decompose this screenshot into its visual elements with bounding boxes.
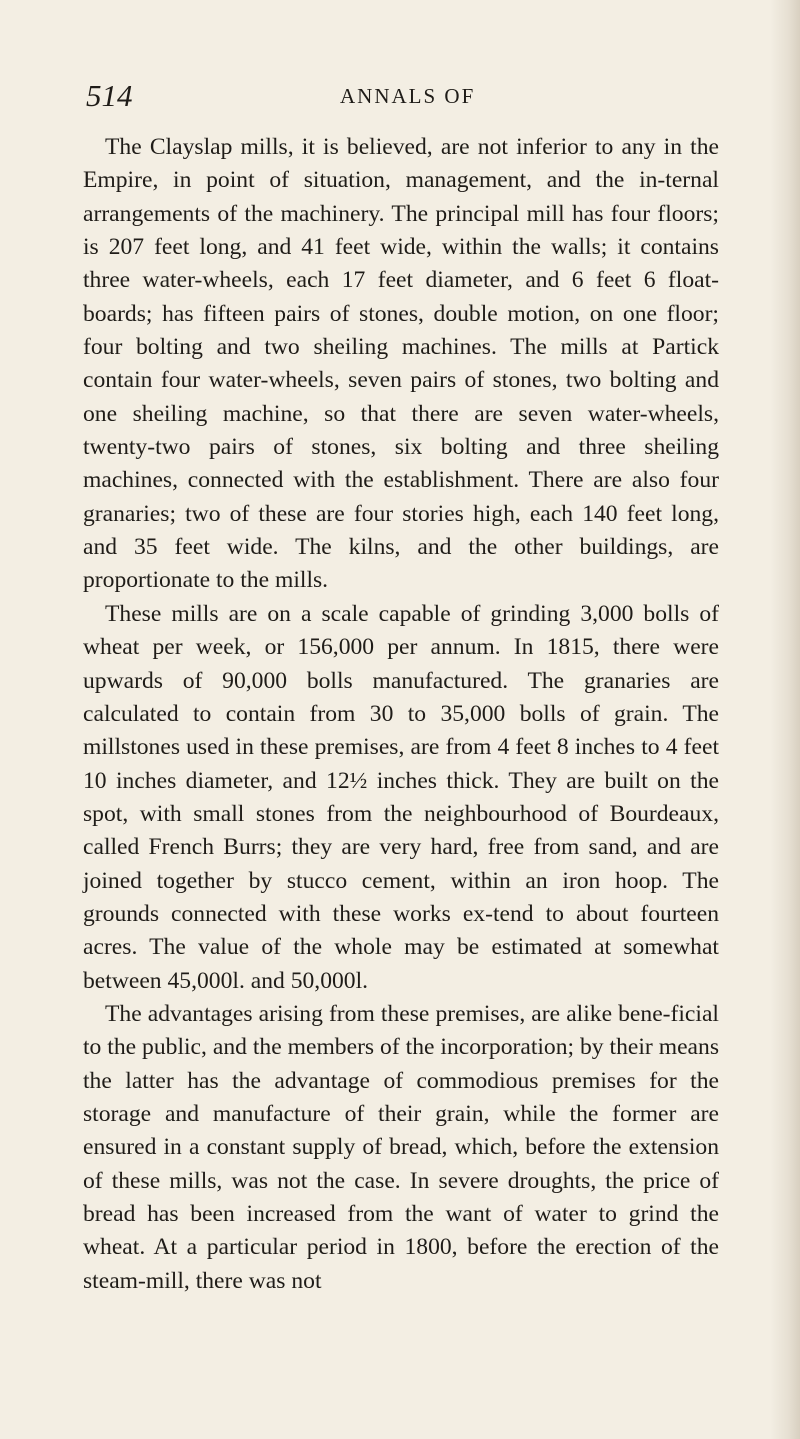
paragraph-2: These mills are on a scale capable of grinding 3,000 bolls of wheat per week, or 156,000 per annum. In 1815, there were upwards of 90,000 bolls manufactured. The granaries are calculated to contain from 30 to 35,000 bolls of grain. The millstones used in these premises, are from 4 feet 8 inches to 4 feet 10 inches diameter, and 12½ inches thick. They are built on the spot, with small stones from the neighbourhood of Bourdeaux, called French Burrs; they are very hard, free from sand, and are joined together by stucco cement, within an iron hoop. The grounds connected with these works ex-tend to about fourteen acres. The value of the whole may be estimated at somewhat between 45,000l. and 50,000l. [83,600,719,994]
running-head: ANNALS OF [340,84,476,108]
page-edge-shadow [770,0,800,1439]
page-number: 514 [86,78,133,113]
page-header [0,78,800,118]
paragraph-1: The Clayslap mills, it is believed, are not inferior to any in the Empire, in point of situation, management, and the in-ternal arrangements of the machinery. The principal mill has four floors; is 207 feet long, and 41 feet wide, within the walls; it contains three water-wheels, each 17 feet diameter, and 6 feet 6 float-boards; has fifteen pairs of stones, double motion, on one floor; four bolting and two sheiling machines. The mills at Partick contain four water-wheels, seven pairs of stones, two bolting and one sheiling machine, so that there are seven water-wheels, twenty-two pairs of stones, six bolting and three sheiling machines, connected with the establishment. There are also four granaries; two of these are four stories high, each 140 feet long, and 35 feet wide. The kilns, and the other buildings, are proportionate to the mills. [83,134,719,594]
body-text [83,131,719,1298]
paragraph-3: The advantages arising from these premises, are alike bene-ficial to the public, and the members of the incorporation; by their means the latter has the advantage of commodious premises for the storage and manufacture of their grain, while the former are ensured in a constant supply of bread, which, before the extension of these mills, was not the case. In severe droughts, the price of bread has been increased from the want of water to grind the wheat. At a particular period in 1800, before the erection of the steam-mill, there was not [83,1000,719,1294]
